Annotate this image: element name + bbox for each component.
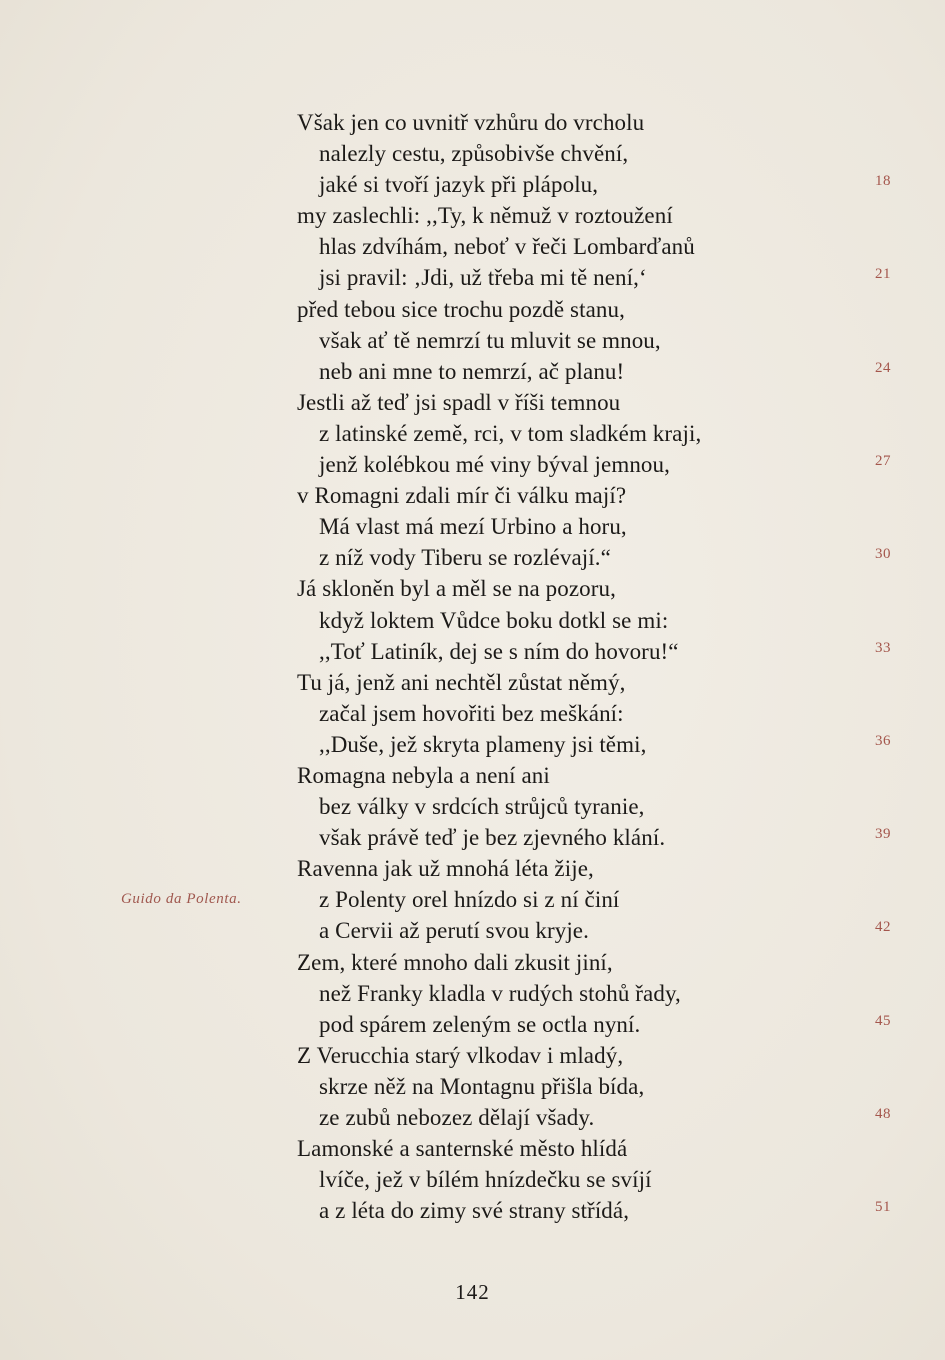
verse-line: [0, 169, 945, 200]
verse-line: [0, 107, 945, 138]
verse-line: [0, 605, 945, 636]
verse-text: bez války v srdcích strůjců tyranie,: [319, 794, 645, 820]
verse-text: začal jsem hovořiti bez meškání:: [319, 700, 624, 726]
line-number: 45: [875, 1012, 891, 1029]
verse-text: z níž vody Tiberu se rozlévají.“: [319, 545, 611, 571]
verse-text: lvíče, jež v bílém hnízdečku se svíjí: [319, 1167, 652, 1193]
verse-text: z latinské země, rci, v tom sladkém kraji,: [319, 420, 702, 446]
verse-text: Lamonské a santernské město hlídá: [297, 1136, 628, 1162]
verse-line: [0, 698, 945, 729]
verse-text: neb ani mne to nemrzí, ač planu!: [319, 358, 625, 384]
verse-text: skrze něž na Montagnu přišla bída,: [319, 1073, 645, 1099]
verse-text: z Polenty orel hnízdo si z ní činí: [319, 887, 620, 913]
verse-line: [0, 915, 945, 946]
verse-line: [0, 231, 945, 262]
line-number: 24: [875, 359, 891, 376]
verse-line: [0, 1133, 945, 1164]
verse-line: [0, 511, 945, 542]
verse-line: [0, 325, 945, 356]
verse-text: jenž kolébkou mé viny býval jemnou,: [319, 452, 670, 478]
verse-text: ,,Toť Latiník, dej se s ním do hovoru!“: [319, 638, 679, 664]
line-number: 36: [875, 732, 891, 749]
verse-text: před tebou sice trochu pozdě stanu,: [297, 296, 625, 322]
margin-note: Guido da Polenta.: [121, 891, 242, 907]
verse-text: když loktem Vůdce boku dotkl se mi:: [319, 607, 669, 633]
verse-text: než Franky kladla v rudých stohů řady,: [319, 980, 681, 1006]
verse-line: [0, 729, 945, 760]
verse-text: nalezly cestu, způsobivše chvění,: [319, 141, 629, 167]
verse-line: [0, 449, 945, 480]
line-number: 51: [875, 1199, 891, 1216]
verse-line: [0, 1195, 945, 1226]
line-number: 27: [875, 453, 891, 470]
verse-text: v Romagni zdali mír či válku mají?: [297, 483, 627, 509]
verse-line: [0, 791, 945, 822]
verse-text: ,,Duše, jež skryta plameny jsi těmi,: [319, 731, 647, 757]
verse-line: [0, 356, 945, 387]
verse-text: Z Verucchia starý vlkodav i mladý,: [297, 1042, 624, 1068]
verse-line: [0, 387, 945, 418]
verse-text: Jestli až teď jsi spadl v říši temnou: [297, 389, 621, 415]
verse-line: [0, 1071, 945, 1102]
verse-line: [0, 573, 945, 604]
verse-line: [0, 853, 945, 884]
verse-line: [0, 1040, 945, 1071]
line-number: 30: [875, 546, 891, 563]
verse-text: Tu já, jenž ani nechtěl zůstat němý,: [297, 669, 626, 695]
verse-text: my zaslechli: ,,Ty, k němuž v roztoužení: [297, 203, 673, 229]
verse-text: a z léta do zimy své strany střídá,: [319, 1198, 630, 1224]
verse-text: hlas zdvíhám, neboť v řeči Lombarďanů: [319, 234, 695, 260]
verse-text: a Cervii až perutí svou kryje.: [319, 918, 589, 944]
verse-text: Má vlast má mezí Urbino a horu,: [319, 514, 627, 540]
line-number: 39: [875, 826, 891, 843]
verse-line: [0, 294, 945, 325]
verse-line: [0, 480, 945, 511]
verse-line: [0, 138, 945, 169]
verse-line: [0, 418, 945, 449]
verse-text: ze zubů nebozez dělají všady.: [319, 1105, 595, 1130]
verse-text: Já skloněn byl a měl se na pozoru,: [297, 576, 616, 602]
verse-text: pod spárem zeleným se octla nyní.: [319, 1011, 641, 1037]
verse-line: [0, 262, 945, 293]
verse-text: však ať tě nemrzí tu mluvit se mnou,: [319, 327, 661, 353]
poem-text: [0, 107, 945, 1226]
line-number: 21: [875, 266, 891, 283]
verse-line: [0, 1164, 945, 1195]
verse-text: Však jen co uvnitř vzhůru do vrcholu: [297, 110, 645, 135]
verse-line: [0, 1102, 945, 1133]
verse-line: [0, 978, 945, 1009]
verse-text: Ravenna jak už mnohá léta žije,: [297, 856, 594, 882]
verse-line: [0, 200, 945, 231]
verse-line: [0, 760, 945, 791]
verse-text: Zem, které mnoho dali zkusit jiní,: [297, 949, 613, 975]
verse-text: však právě teď je bez zjevného klání.: [319, 825, 666, 851]
line-number: 18: [875, 173, 891, 190]
verse-line: [0, 822, 945, 853]
verse-line: [0, 667, 945, 698]
verse-line: [0, 1009, 945, 1040]
verse-line: [0, 636, 945, 667]
verse-text: jsi pravil: ‚Jdi, už třeba mi tě není,‘: [319, 265, 647, 291]
verse-text: Romagna nebyla a není ani: [297, 762, 550, 788]
verse-line: [0, 542, 945, 573]
verse-text: jaké si tvoří jazyk při plápolu,: [319, 172, 599, 198]
line-number: 42: [875, 919, 891, 936]
line-number: 33: [875, 639, 891, 656]
verse-line: [0, 947, 945, 978]
line-number: 48: [875, 1106, 891, 1122]
page-number: 142: [455, 1280, 490, 1304]
